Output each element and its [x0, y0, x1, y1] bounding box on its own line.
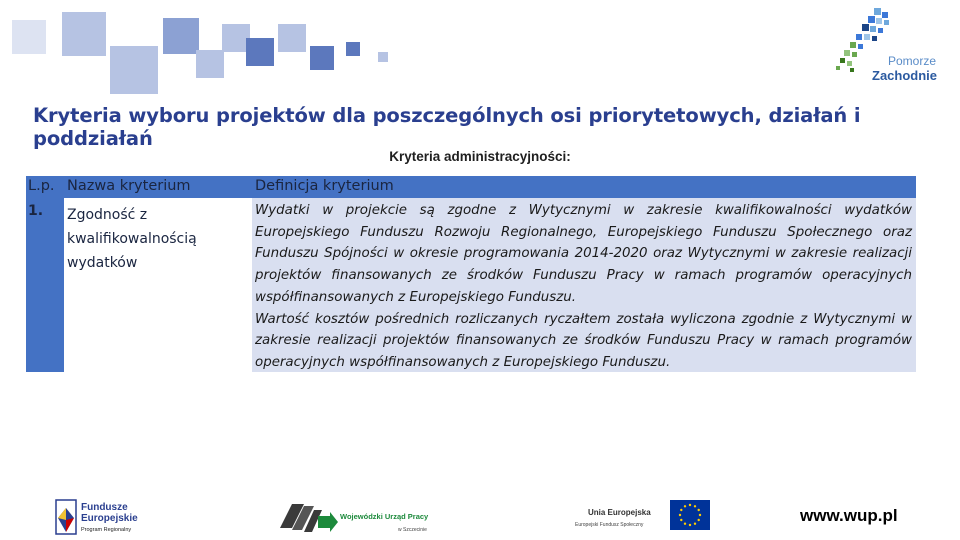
header-lp: L.p. [28, 178, 55, 194]
decor-square [246, 38, 274, 66]
wup-sub: w Szczecinie [398, 527, 427, 533]
logo-text-line2: Zachodnie [872, 68, 938, 83]
decor-square [378, 52, 388, 62]
header-name: Nazwa kryterium [67, 178, 191, 194]
pomorze-zachodnie-logo [834, 6, 952, 90]
decor-square [12, 20, 46, 54]
row-lp: 1. [28, 203, 44, 219]
fundusze-europejskie-logo [54, 498, 174, 536]
decor-square [346, 42, 360, 56]
definition-paragraph-1: Wydatki w projekcie są zgodne z Wytycznymi w zakresie kwalifikowalności wydatków Europejskiego Funduszu Rozwoju Regionalnego, Europejskiego Funduszu Społecznego oraz Funduszu Spójności w okresie programowania 2014-2020 oraz Wytycznymi w zakresie realizacji projektów finansowanych ze środków Funduszu Pracy w ramach programów operacyjnych współfinansowanych z Europejskiego Funduszu. [255, 203, 912, 305]
section-title: Kryteria administracyjności: [389, 149, 571, 164]
page-title: Kryteria wyboru projektów dla poszczególnych osi priorytetowych, działań i poddziałań [33, 104, 861, 150]
decor-square [62, 12, 106, 56]
fundusze-europejskie-icon [54, 498, 78, 536]
website-url[interactable]: www.wup.pl [800, 506, 898, 525]
wup-arrows-icon [278, 500, 338, 534]
definition-paragraph-2: Wartość kosztów pośrednich rozliczanych ryczałtem została wyliczona zgodnie z Wytycznymi w zakresie realizacji projektów finansowanych ze środków Funduszu Pracy w ramach programów operacyjnych współfinansowanych z Europejskiego Funduszu. [255, 311, 912, 370]
fe-line1: Fundusze [81, 502, 128, 513]
unia-europejska-logo [572, 498, 712, 532]
decor-square [310, 46, 334, 70]
header-definition: Definicja kryterium [255, 178, 394, 194]
row-criterion-name: Zgodność z kwalifikowalnością wydatków [67, 207, 197, 271]
fe-sub: Program Regionalny [81, 527, 132, 533]
decor-square [278, 24, 306, 52]
decor-square [110, 46, 158, 94]
eu-flag-icon [670, 500, 710, 530]
row-criterion-definition [255, 200, 912, 374]
fe-logo-text [81, 502, 138, 524]
ue-sub: Europejski Fundusz Społeczny [575, 522, 644, 528]
logo-text-line1: Pomorze [888, 54, 937, 68]
decor-square [196, 50, 224, 78]
criteria-table [26, 176, 916, 372]
wup-logo [278, 500, 458, 534]
decor-square [163, 18, 199, 54]
fe-line2: Europejskie [81, 513, 138, 524]
wup-name: Wojewódzki Urząd Pracy [340, 512, 429, 521]
ue-name: Unia Europejska [588, 508, 651, 517]
